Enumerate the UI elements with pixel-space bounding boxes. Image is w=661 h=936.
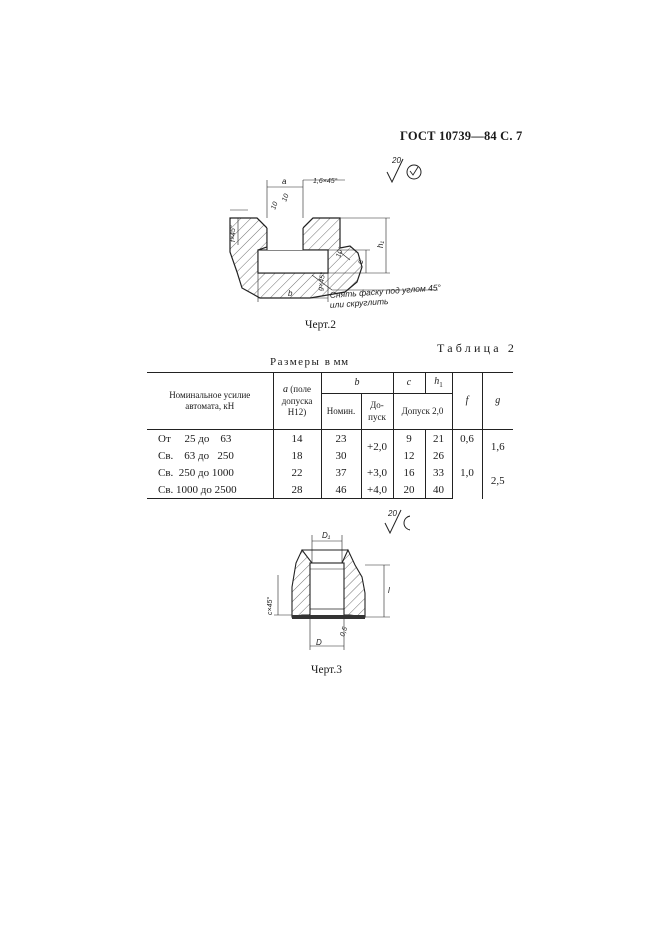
label-f45: f×45°	[230, 225, 237, 242]
figure-2-caption: Черт.2	[305, 319, 336, 331]
table-subtitle-unit: в мм	[324, 356, 349, 368]
roughness-symbol-3	[385, 509, 410, 533]
row-range: Св. 1000 до 2500	[147, 481, 273, 499]
header-b-nom: Номин.	[321, 394, 361, 430]
cell-h1: 33	[425, 464, 452, 481]
label-h1: h₁	[376, 241, 385, 248]
header-b-tol-line2: пуск	[368, 411, 386, 422]
cell-c: 12	[393, 447, 425, 464]
header-a-symbol: a	[283, 383, 289, 395]
roughness-value-2: 20	[392, 156, 401, 165]
header-b-tol	[361, 394, 393, 430]
note-line-2: или скруглить	[329, 295, 389, 310]
t-slot-section	[230, 218, 362, 298]
header-force-line1: Номинальное усилие	[169, 389, 251, 400]
roughness-value-3: 20	[388, 509, 397, 518]
header-h1	[425, 373, 452, 394]
cell-h1: 40	[425, 481, 452, 499]
roughness-symbol-2	[387, 156, 421, 182]
header-ch-tol: Допуск 2,0	[393, 394, 452, 430]
cell-b-tol: +4,0	[361, 481, 393, 499]
cell-c: 20	[393, 481, 425, 499]
table-row	[147, 430, 513, 448]
header-c: c	[393, 373, 425, 394]
label-angle10: 10°	[335, 246, 346, 259]
label-g45: g×45°	[317, 271, 328, 292]
label-b: b	[288, 289, 293, 298]
cell-g: 2,5	[482, 464, 513, 499]
header-force	[147, 373, 273, 430]
figure-3-caption: Черт.3	[311, 664, 342, 676]
cell-a: 18	[273, 447, 321, 464]
cell-a: 14	[273, 430, 321, 448]
label-c: c	[356, 260, 365, 264]
header-a-line2: допуска	[281, 396, 313, 406]
label-d1: D₁	[322, 531, 331, 540]
label-r10: 10	[281, 192, 291, 203]
label-r10b: 10	[270, 200, 280, 211]
table-row	[147, 447, 513, 464]
dimensions-table	[147, 372, 513, 499]
header-a-line1: (поле	[290, 383, 311, 394]
header-a	[273, 373, 321, 430]
cell-b-tol: +2,0	[361, 430, 393, 465]
figure-3-drawing	[250, 505, 410, 660]
cell-c: 9	[393, 430, 425, 448]
page-header: ГОСТ 10739—84 С. 7	[400, 129, 523, 143]
cell-a: 22	[273, 464, 321, 481]
bushing-section	[292, 550, 365, 619]
cell-b-nom: 30	[321, 447, 361, 464]
header-b-tol-line1: До-	[370, 400, 384, 411]
header-h1-symbol: h	[434, 376, 440, 388]
cell-g: 1,6	[482, 430, 513, 465]
row-range: Св. 63 до 250	[158, 449, 234, 462]
row-range: Св. 250 до 1000	[158, 466, 234, 479]
label-l: l	[388, 586, 390, 595]
table-title: Таблица 2	[437, 341, 518, 355]
label-c45: c×45°	[267, 596, 274, 615]
cell-h1: 21	[425, 430, 452, 448]
cell-b-tol: +3,0	[361, 464, 393, 481]
cell-b-nom: 23	[321, 430, 361, 448]
label-a: a	[282, 177, 287, 186]
header-h1-sub: 1	[439, 381, 443, 390]
cell-h1: 26	[425, 447, 452, 464]
header-g: g	[482, 373, 513, 430]
header-f: f	[452, 373, 482, 430]
label-r05: 0,5	[339, 626, 350, 638]
header-b: b	[321, 373, 393, 394]
table-subtitle-main: Размеры	[270, 356, 321, 368]
cell-b-nom: 37	[321, 464, 361, 481]
label-chamfer-top: 1,6×45°	[313, 178, 338, 185]
header-force-line2: автомата, кН	[185, 401, 235, 411]
header-a-line3: Н12)	[287, 407, 307, 418]
cell-f: 0,6	[452, 430, 482, 448]
cell-c: 16	[393, 464, 425, 481]
cell-a: 28	[273, 481, 321, 499]
note-line-1: Снять фаску под углом 45°	[329, 282, 442, 300]
cell-f: 1,0	[452, 447, 482, 499]
cell-b-nom: 46	[321, 481, 361, 499]
label-d: D	[316, 638, 322, 647]
figure-2-drawing	[200, 150, 460, 320]
row-range: От 25 до 63	[158, 432, 232, 445]
table-subtitle	[270, 356, 349, 368]
